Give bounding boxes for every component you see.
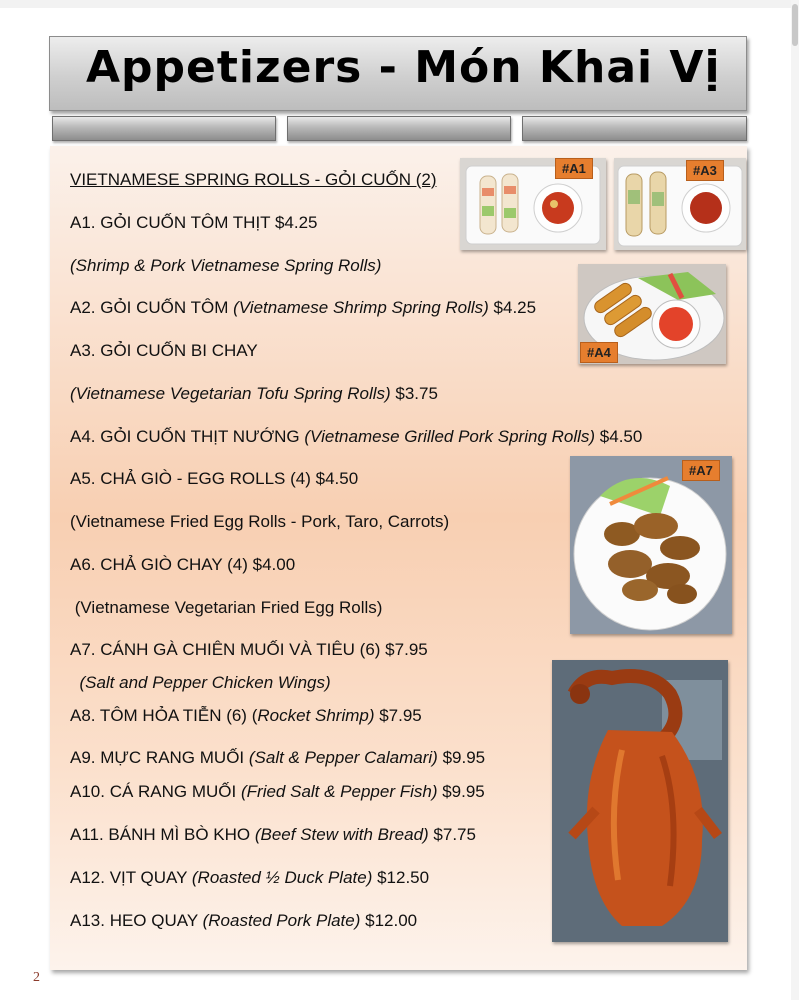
item-text: A11. BÁNH MÌ BÒ KHO (70, 825, 255, 844)
page-title: Appetizers - Món Khai Vị (86, 42, 721, 93)
menu-item-a9 (70, 748, 485, 768)
item-price: $4.25 (488, 298, 537, 317)
photo-label-a7: #A7 (682, 460, 720, 481)
item-text: (Vietnamese Fried Egg Rolls - Pork, Taro, Carrots) (70, 512, 450, 531)
photo-label-a4: #A4 (580, 342, 618, 363)
decorative-bar-middle (287, 116, 511, 141)
item-price: $12.00 (360, 911, 418, 930)
menu-item-a7 (70, 640, 428, 660)
page-number: 2 (33, 970, 40, 985)
item-text: A2. GỎI CUỐN TÔM (70, 298, 234, 317)
roasted-duck-drawing (552, 660, 728, 942)
item-price: $7.75 (428, 825, 476, 844)
item-text: A3. GỎI CUỐN BI CHAY (70, 341, 258, 360)
photo-spring-rolls-a1 (460, 158, 606, 250)
item-desc: (Beef Stew with Bread) (254, 825, 429, 844)
item-desc: (Vietnamese Vegetarian Tofu Spring Rolls) (70, 384, 391, 403)
veg-rolls-drawing (614, 158, 746, 250)
item-text: A5. CHẢ GIÒ - EGG ROLLS (4) $4.50 (70, 469, 359, 488)
page-top-edge (0, 0, 799, 8)
item-price: $9.95 (437, 782, 485, 801)
item-text: A1. GỎI CUỐN TÔM THỊT $4.25 (70, 213, 318, 232)
item-price: $7.95 (374, 706, 422, 725)
menu-item-a12 (70, 868, 429, 888)
item-price: $12.50 (372, 868, 430, 887)
menu-item-a6 (70, 555, 295, 575)
menu-item-a5 (70, 469, 358, 489)
section-heading: VIETNAMESE SPRING ROLLS - GỎI CUỐN (2) (70, 170, 437, 189)
item-text: A9. MỰC RANG MUỐI (70, 748, 249, 767)
item-text: A7. CÁNH GÀ CHIÊN MUỐI VÀ TIÊU (6) $7.95 (70, 640, 428, 659)
item-text: (Vietnamese Vegetarian Fried Egg Rolls) (70, 598, 383, 617)
scrollbar-track[interactable] (791, 0, 799, 1000)
menu-item-a4 (70, 427, 642, 447)
menu-item-a1-desc (70, 256, 381, 276)
item-price: $4.50 (595, 427, 643, 446)
item-desc: (Vietnamese Grilled Pork Spring Rolls) (304, 427, 596, 446)
title-banner (49, 36, 747, 111)
menu-item-a1 (70, 213, 318, 233)
menu-item-a3-desc (70, 384, 438, 404)
photo-label-a1: #A1 (555, 158, 593, 179)
menu-item-a11 (70, 825, 476, 845)
item-desc: (Vietnamese Shrimp Spring Rolls) (233, 298, 489, 317)
item-desc: (Salt & Pepper Calamari) (248, 748, 438, 767)
item-price: $9.95 (437, 748, 486, 767)
decorative-bar-left (52, 116, 276, 141)
menu-item-a3 (70, 341, 258, 361)
item-text: A10. CÁ RANG MUỐI (70, 782, 241, 801)
item-desc: (Roasted ½ Duck Plate) (191, 868, 373, 887)
item-desc: (Shrimp & Pork Vietnamese Spring Rolls) (70, 256, 382, 275)
item-text: A8. TÔM HỎA TIỄN (6) ( (70, 706, 258, 725)
item-text: A12. VỊT QUAY (70, 868, 192, 887)
menu-item-a13 (70, 911, 417, 931)
menu-item-a6-desc (70, 598, 382, 618)
item-desc: Rocket Shrimp) (257, 706, 375, 725)
photo-egg-rolls-a4 (578, 264, 726, 364)
photo-spring-rolls-a3 (614, 158, 746, 250)
decorative-bar-right (522, 116, 747, 141)
item-desc: (Salt and Pepper Chicken Wings) (79, 673, 331, 692)
chicken-wings-drawing (570, 456, 732, 634)
scrollbar-thumb[interactable] (792, 4, 798, 46)
photo-roasted-duck (552, 660, 728, 942)
menu-item-a10 (70, 782, 485, 802)
item-text: A4. GỎI CUỐN THỊT NƯỚNG (70, 427, 305, 446)
item-desc: (Fried Salt & Pepper Fish) (240, 782, 438, 801)
menu-item-a8 (70, 706, 422, 726)
photo-chicken-wings-a7 (570, 456, 732, 634)
menu-item-a7-desc (70, 673, 331, 693)
menu-item-a2 (70, 298, 536, 318)
item-text: A6. CHẢ GIÒ CHAY (4) $4.00 (70, 555, 296, 574)
item-desc: (Roasted Pork Plate) (202, 911, 361, 930)
item-price: $3.75 (390, 384, 438, 403)
photo-label-a3: #A3 (686, 160, 724, 181)
item-text: A13. HEO QUAY (70, 911, 203, 930)
menu-item-a5-desc (70, 512, 449, 532)
